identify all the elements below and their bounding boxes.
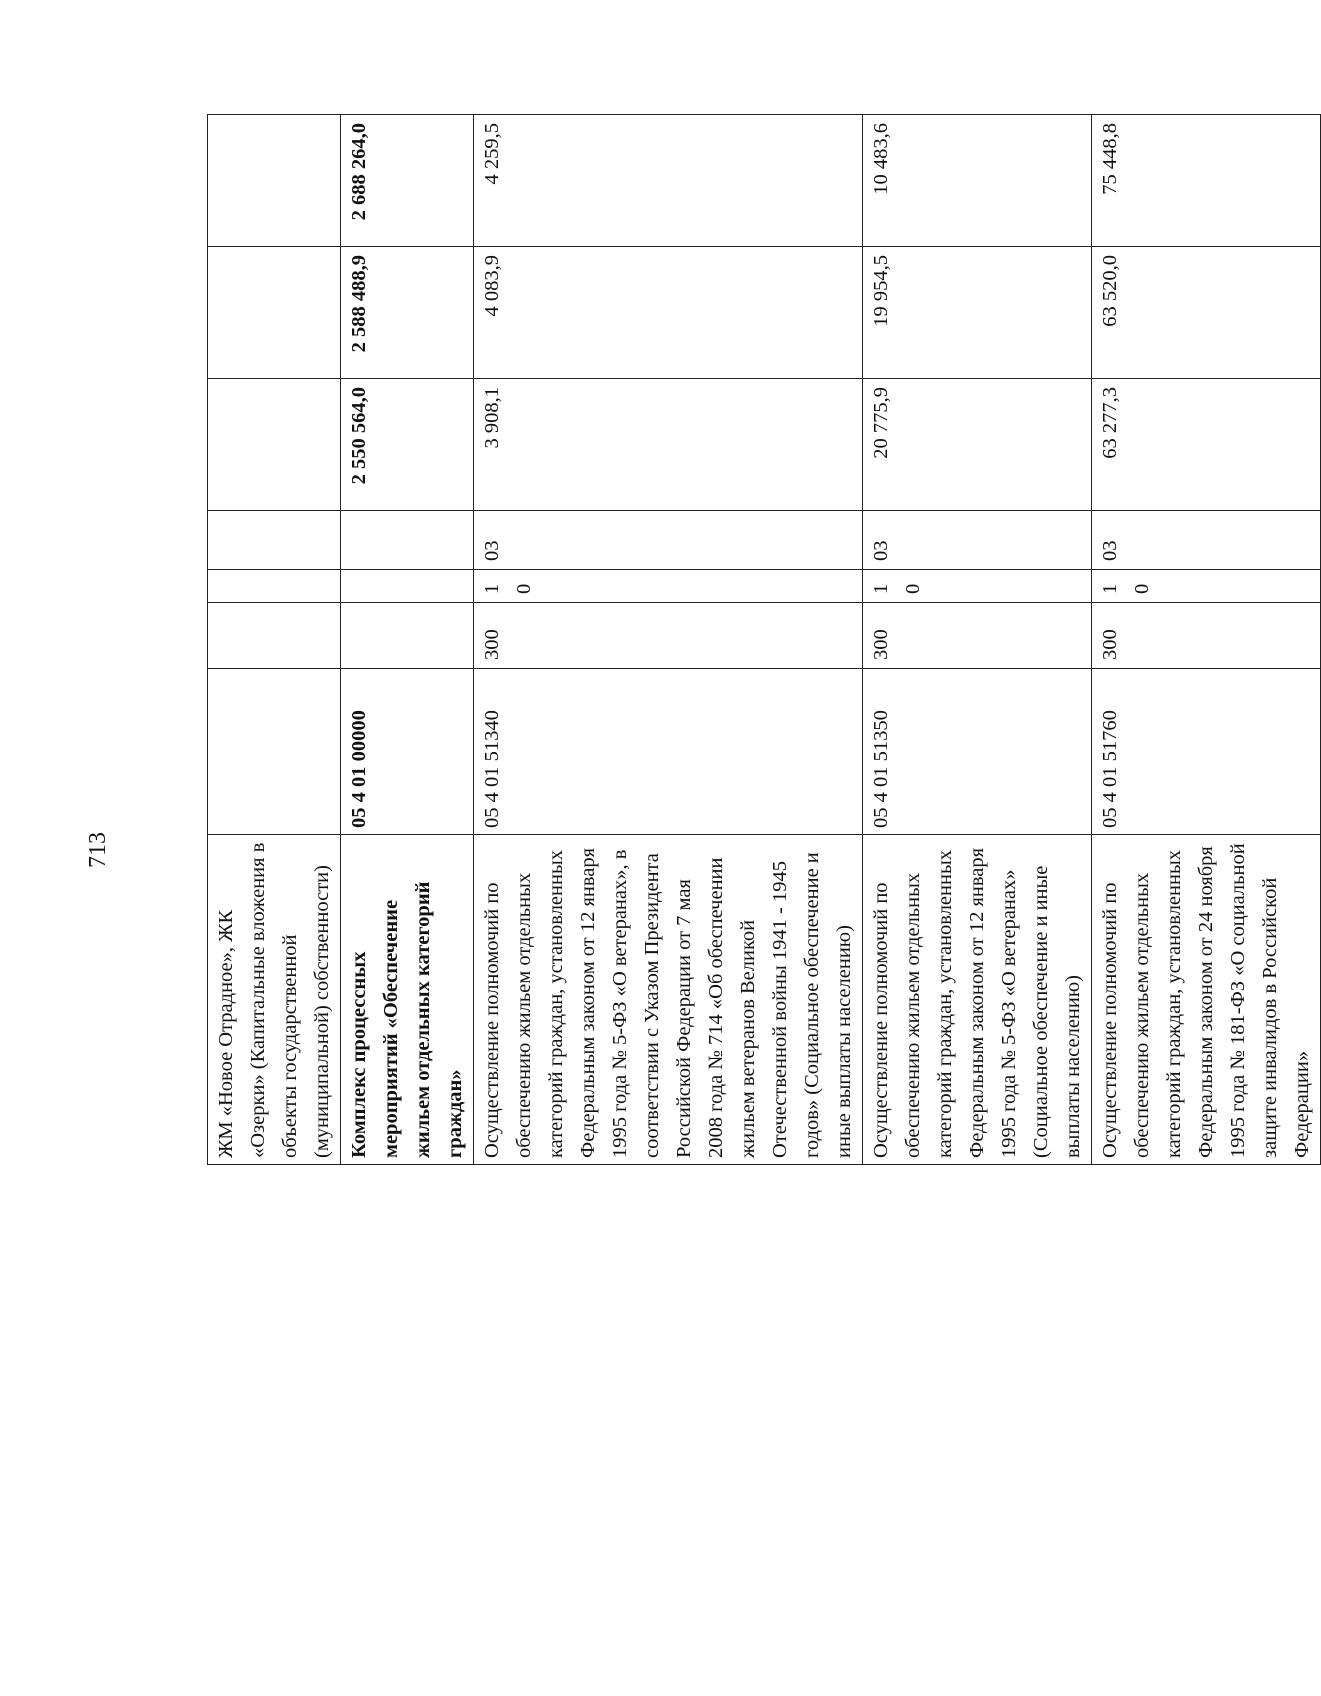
row-rz — [208, 570, 341, 603]
rotated-table-container — [207, 115, 1313, 1165]
row-rz: 10 — [1092, 570, 1321, 603]
row-year2: 63 520,0 — [1092, 247, 1321, 379]
row-vr — [341, 603, 474, 669]
row-year1: 2 550 564,0 — [341, 379, 474, 511]
table-row — [863, 115, 1092, 1165]
row-code: 05 4 01 51760 — [1092, 669, 1321, 835]
row-year1: 3 908,1 — [474, 379, 863, 511]
row-year2: 2 588 488,9 — [341, 247, 474, 379]
row-rz: 10 — [863, 570, 1092, 603]
budget-table — [207, 114, 1321, 1165]
row-vr: 300 — [863, 603, 1092, 669]
table-row — [208, 115, 341, 1165]
row-pr — [341, 511, 474, 570]
row-name: Осуществление полномочий по обеспечению жильем отдельных категорий граждан, установленных Федеральным законом от 12 января 1995 года № 5-ФЗ «О ветеранах» (Социальное обеспечение и иные выплаты населению) — [863, 835, 1092, 1165]
row-pr: 03 — [474, 511, 863, 570]
row-year3: 75 448,8 — [1092, 115, 1321, 247]
row-year1: 63 277,3 — [1092, 379, 1321, 511]
row-pr: 03 — [1092, 511, 1321, 570]
row-year3 — [208, 115, 341, 247]
row-name: Комплекс процессных мероприятий «Обеспечение жильем отдельных категорий граждан» — [341, 835, 474, 1165]
row-name: ЖМ «Новое Отрадное», ЖК «Озерки» (Капитальные вложения в объекты государственной (муниципальной) собственности) — [208, 835, 341, 1165]
row-name: Осуществление полномочий по обеспечению жильем отдельных категорий граждан, установленных Федеральным законом от 24 ноября 1995 года № 181-ФЗ «О социальной защите инвалидов в Российской Федерации» — [1092, 835, 1321, 1165]
row-year2: 4 083,9 — [474, 247, 863, 379]
row-year3: 4 259,5 — [474, 115, 863, 247]
row-pr — [208, 511, 341, 570]
page-number: 713 — [84, 832, 111, 868]
row-code — [208, 669, 341, 835]
row-year3: 2 688 264,0 — [341, 115, 474, 247]
row-rz: 10 — [474, 570, 863, 603]
row-year2: 19 954,5 — [863, 247, 1092, 379]
row-vr: 300 — [474, 603, 863, 669]
row-rz — [341, 570, 474, 603]
row-pr: 03 — [863, 511, 1092, 570]
row-year3: 10 483,6 — [863, 115, 1092, 247]
row-year2 — [208, 247, 341, 379]
row-year1: 20 775,9 — [863, 379, 1092, 511]
table-row — [1092, 115, 1321, 1165]
table-row — [474, 115, 863, 1165]
row-code: 05 4 01 51350 — [863, 669, 1092, 835]
row-year1 — [208, 379, 341, 511]
row-name: Осуществление полномочий по обеспечению жильем отдельных категорий граждан, установленных Федеральным законом от 12 января 1995 года № 5-ФЗ «О ветеранах», в соответствии с Указом Президента Российской Федерации от 7 мая 2008 года № 714 «Об обеспечении жильем ветеранов Великой Отечественной войны 1941 - 1945 годов» (Социальное обеспечение и иные выплаты населению) — [474, 835, 863, 1165]
row-code: 05 4 01 51340 — [474, 669, 863, 835]
table-row — [341, 115, 474, 1165]
row-code: 05 4 01 00000 — [341, 669, 474, 835]
row-vr — [208, 603, 341, 669]
row-vr: 300 — [1092, 603, 1321, 669]
